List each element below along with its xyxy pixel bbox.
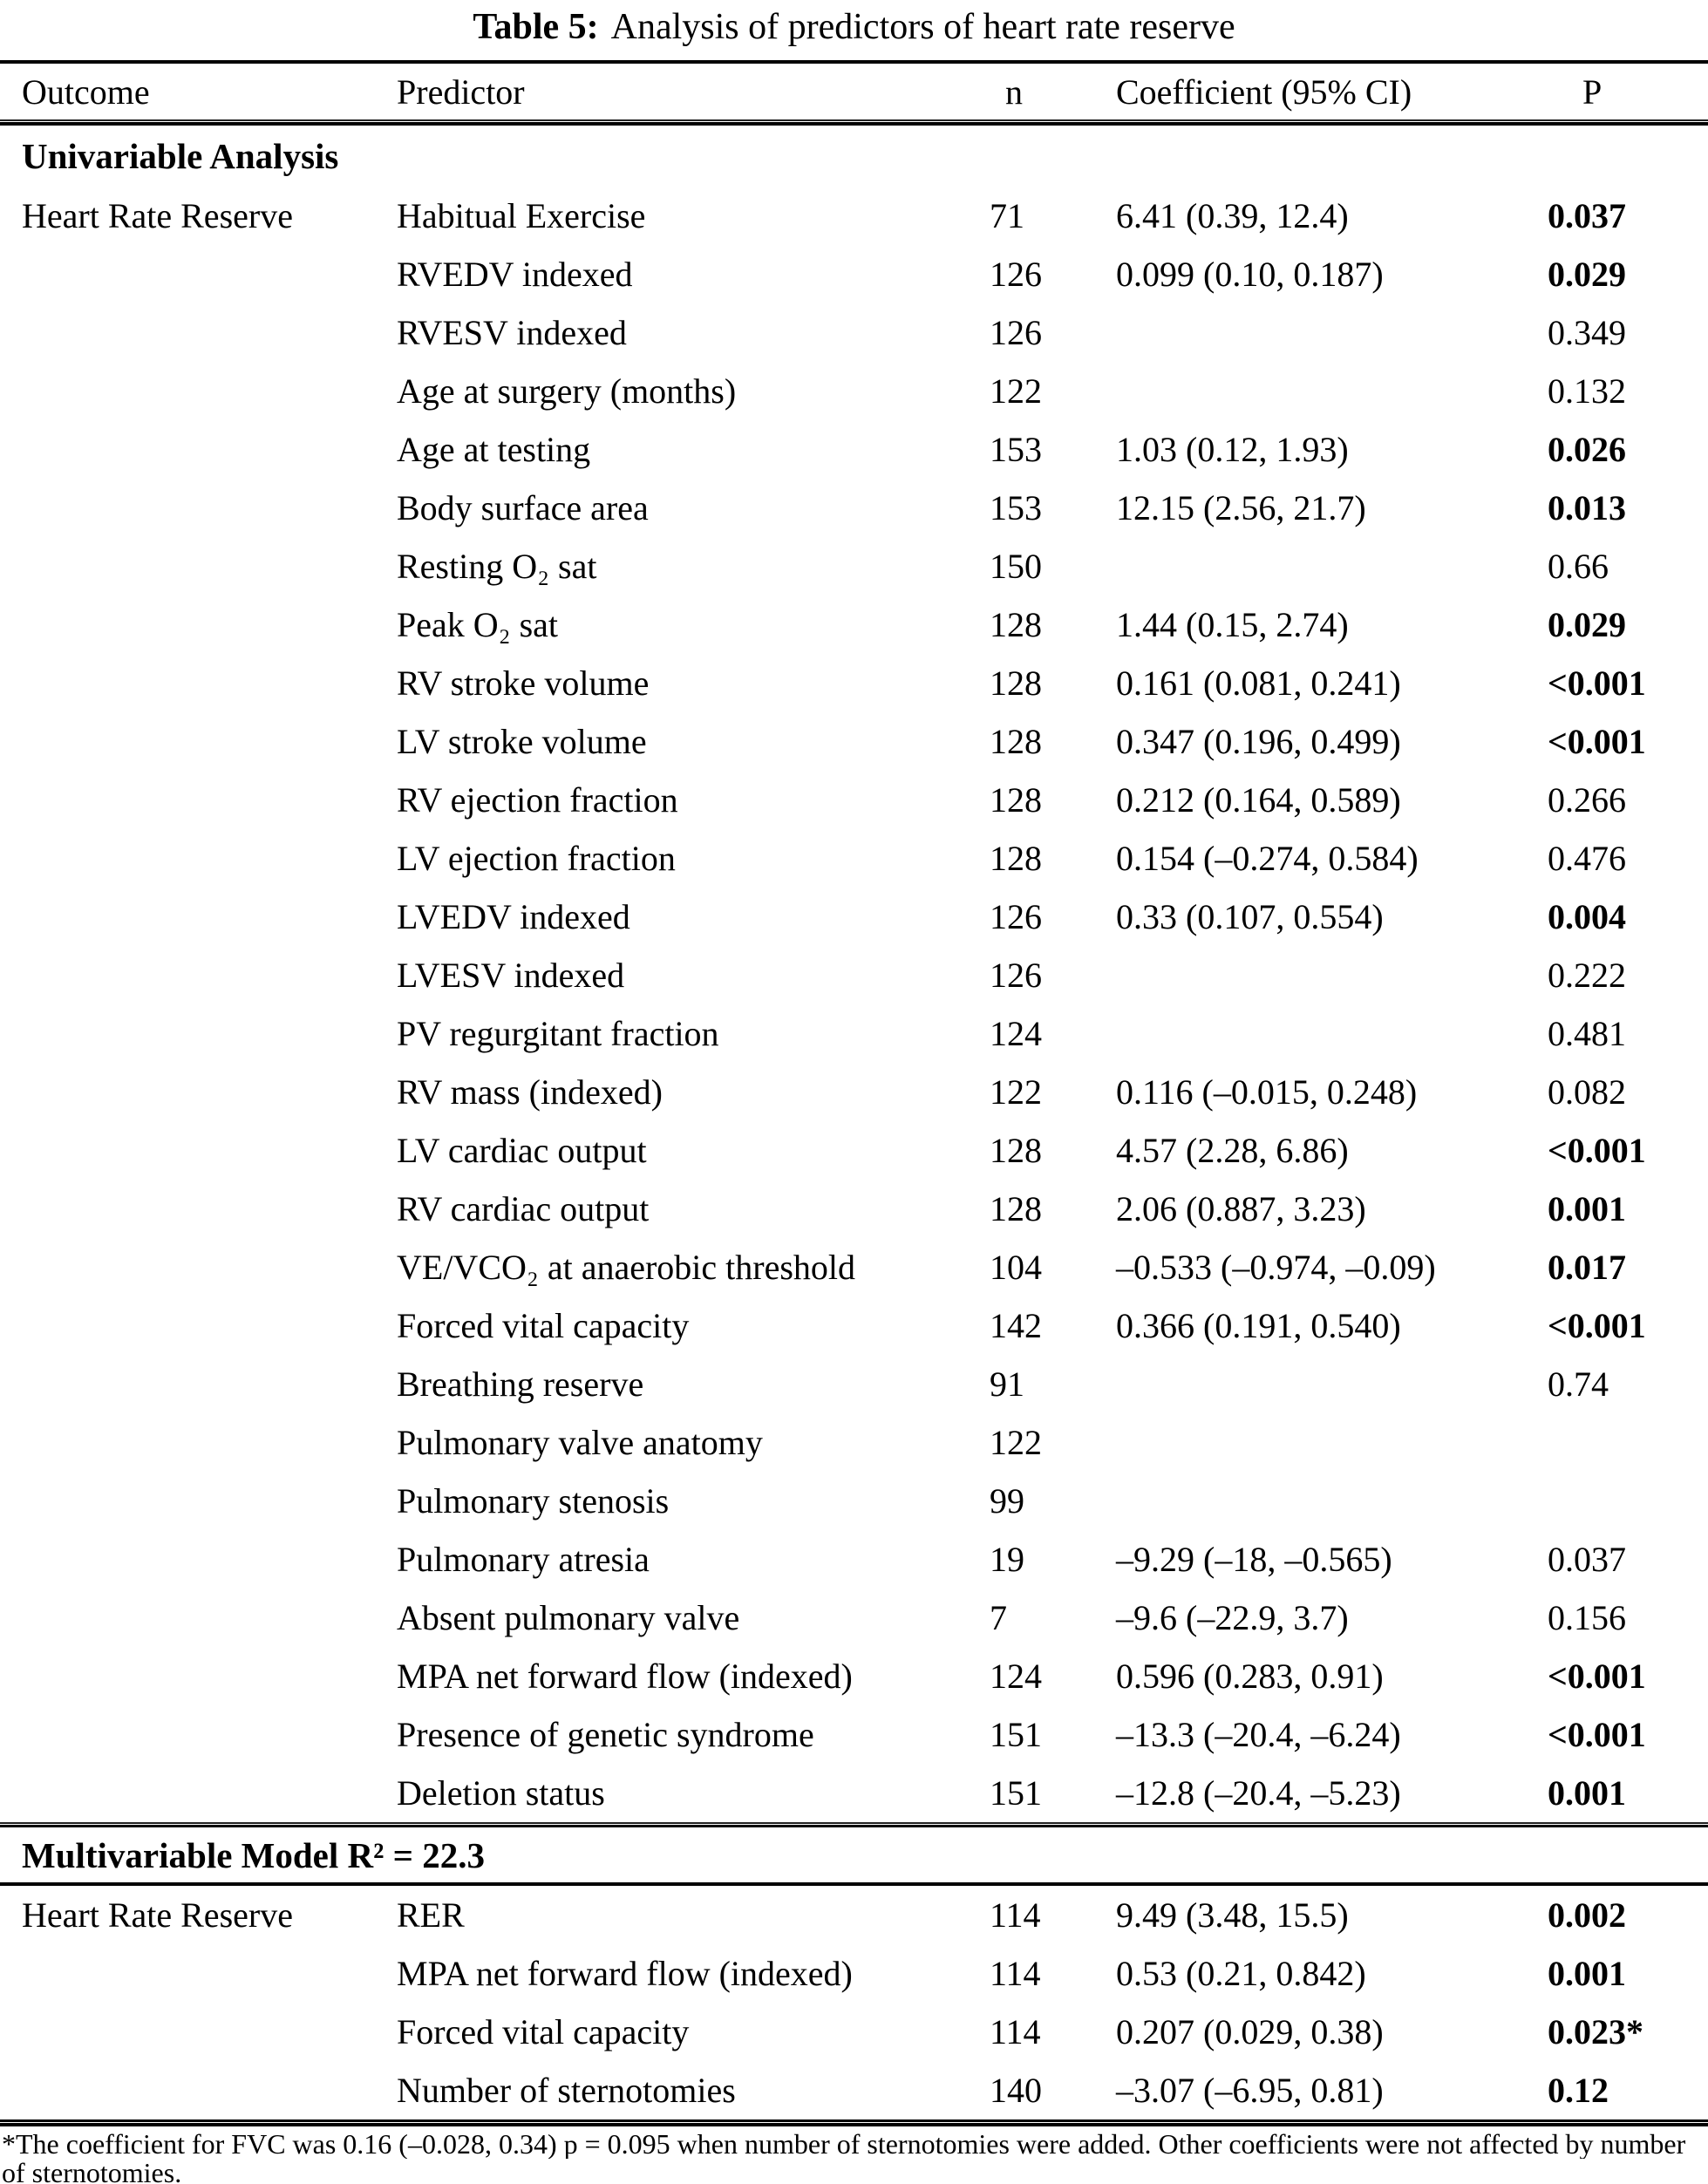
n-cell: 126	[990, 255, 1042, 294]
footnote-line-1: *The coefficient for FVC was 0.16 (–0.028, 0.34) p = 0.095 when number of sternotomies were added. Other coefficients were not affected by number	[2, 2130, 1686, 2159]
n-cell: 71	[990, 196, 1024, 235]
table-row	[0, 1413, 1708, 1472]
n-cell: 126	[990, 897, 1042, 936]
table-row	[0, 1647, 1708, 1705]
predictor-cell: Breathing reserve	[397, 1364, 644, 1404]
predictor-cell: Absent pulmonary valve	[397, 1598, 740, 1637]
predictor-cell: LV cardiac output	[397, 1131, 647, 1170]
section-header-row	[0, 126, 1708, 187]
table-row	[0, 946, 1708, 1004]
coefficient-cell: 2.06 (0.887, 3.23)	[1116, 1189, 1366, 1228]
n-cell: 124	[990, 1657, 1042, 1696]
coefficient-cell: 0.154 (–0.274, 0.584)	[1116, 839, 1419, 878]
table-row	[0, 1355, 1708, 1413]
predictor-cell: Pulmonary valve anatomy	[397, 1423, 763, 1462]
p-value-cell: 0.266	[1548, 780, 1626, 820]
n-cell: 99	[990, 1481, 1024, 1521]
predictor-cell: PV regurgitant fraction	[397, 1014, 719, 1053]
predictor-cell: LVESV indexed	[397, 956, 625, 995]
p-value-cell: <0.001	[1548, 722, 1646, 761]
predictor-cell: RV mass (indexed)	[397, 1072, 663, 1112]
p-value-cell: 0.476	[1548, 839, 1626, 878]
p-value-cell: 0.222	[1548, 956, 1626, 995]
n-cell: 7	[990, 1598, 1007, 1637]
p-value-cell: 0.029	[1548, 255, 1626, 294]
outcome-cell: Heart Rate Reserve	[22, 1895, 293, 1935]
table-row	[0, 1472, 1708, 1530]
p-value-cell: 0.082	[1548, 1072, 1626, 1112]
table-row	[0, 420, 1708, 479]
coefficient-cell: 12.15 (2.56, 21.7)	[1116, 488, 1366, 527]
predictor-cell: Body surface area	[397, 488, 649, 527]
predictor-cell: LV ejection fraction	[397, 839, 676, 878]
n-cell: 128	[990, 722, 1042, 761]
n-cell: 128	[990, 1189, 1042, 1228]
predictor-cell: LVEDV indexed	[397, 897, 630, 936]
predictor-cell: Forced vital capacity	[397, 2012, 690, 2051]
table-row	[0, 303, 1708, 362]
section-header: Multivariable Model R² = 22.3	[22, 1834, 486, 1875]
table-row	[0, 537, 1708, 595]
n-cell: 140	[990, 2071, 1042, 2110]
p-value-cell: 0.12	[1548, 2071, 1609, 2110]
table-row	[0, 245, 1708, 303]
table-row	[0, 1764, 1708, 1822]
column-header-row	[0, 64, 1708, 119]
predictor-cell: Pulmonary atresia	[397, 1540, 650, 1579]
table-row	[0, 479, 1708, 537]
table-row	[0, 712, 1708, 771]
predictor-cell: Deletion status	[397, 1773, 605, 1813]
n-cell: 126	[990, 956, 1042, 995]
coefficient-cell: 1.03 (0.12, 1.93)	[1116, 430, 1349, 469]
n-cell: 19	[990, 1540, 1024, 1579]
table-row	[0, 1238, 1708, 1296]
coefficient-cell: –12.8 (–20.4, –5.23)	[1116, 1773, 1401, 1813]
predictor-cell: Forced vital capacity	[397, 1306, 690, 1345]
coefficient-cell: 0.33 (0.107, 0.554)	[1116, 897, 1384, 936]
coefficient-cell: –9.29 (–18, –0.565)	[1116, 1540, 1392, 1579]
n-cell: 122	[990, 1072, 1042, 1112]
p-value-cell: 0.029	[1548, 605, 1626, 644]
p-value-cell: 0.037	[1548, 1540, 1626, 1579]
n-cell: 142	[990, 1306, 1042, 1345]
coefficient-cell: 0.207 (0.029, 0.38)	[1116, 2012, 1384, 2051]
table-row	[0, 2061, 1708, 2119]
table-row	[0, 595, 1708, 654]
n-cell: 128	[990, 663, 1042, 703]
table-row	[0, 1886, 1708, 1944]
p-value-cell: 0.013	[1548, 488, 1626, 527]
n-cell: 124	[990, 1014, 1042, 1053]
predictor-cell: VE/VCO₂ at anaerobic threshold	[397, 1248, 856, 1287]
coefficient-cell: –9.6 (–22.9, 3.7)	[1116, 1598, 1349, 1637]
predictor-cell: Peak O₂ sat	[397, 605, 559, 644]
n-cell: 114	[990, 2012, 1041, 2051]
section-header: Univariable Analysis	[22, 136, 339, 176]
table-row	[0, 1180, 1708, 1238]
column-header-n: n	[1005, 71, 1023, 112]
p-value-cell: 0.002	[1548, 1895, 1626, 1935]
p-value-cell: <0.001	[1548, 1657, 1646, 1696]
predictor-cell: RV stroke volume	[397, 663, 650, 703]
coefficient-cell: 0.347 (0.196, 0.499)	[1116, 722, 1401, 761]
table-caption: Analysis of predictors of heart rate reserve	[610, 7, 1235, 47]
predictor-cell: Age at testing	[397, 430, 591, 469]
table-row	[0, 829, 1708, 888]
bottom-rule	[0, 2119, 1708, 2126]
predictor-cell: Number of sternotomies	[397, 2071, 736, 2110]
predictor-cell: Resting O₂ sat	[397, 547, 597, 586]
p-value-cell: 0.001	[1548, 1954, 1626, 1993]
n-cell: 114	[990, 1895, 1041, 1935]
table-row	[0, 1589, 1708, 1647]
n-cell: 104	[990, 1248, 1042, 1287]
table-row	[0, 1004, 1708, 1063]
predictor-cell: RVEDV indexed	[397, 255, 633, 294]
coefficient-cell: 0.116 (–0.015, 0.248)	[1116, 1072, 1418, 1112]
p-value-cell: 0.74	[1548, 1364, 1609, 1404]
n-cell: 122	[990, 1423, 1042, 1462]
coefficient-cell: –13.3 (–20.4, –6.24)	[1116, 1715, 1401, 1754]
n-cell: 128	[990, 605, 1042, 644]
coefficient-cell: 0.099 (0.10, 0.187)	[1116, 255, 1384, 294]
header-rule	[0, 119, 1708, 126]
predictor-cell: RV ejection fraction	[397, 780, 678, 820]
p-value-cell: <0.001	[1548, 1306, 1646, 1345]
p-value-cell: 0.017	[1548, 1248, 1626, 1287]
table-row	[0, 888, 1708, 946]
n-cell: 126	[990, 313, 1042, 352]
predictor-cell: Presence of genetic syndrome	[397, 1715, 814, 1754]
table-body	[0, 126, 1708, 2119]
predictor-cell: LV stroke volume	[397, 722, 647, 761]
p-value-cell: 0.004	[1548, 897, 1626, 936]
p-value-cell: 0.481	[1548, 1014, 1626, 1053]
predictor-cell: Pulmonary stenosis	[397, 1481, 670, 1521]
coefficient-cell: 0.366 (0.191, 0.540)	[1116, 1306, 1401, 1345]
footnote-line-2: of sternotomies.	[2, 2159, 182, 2184]
column-header-predictor: Predictor	[397, 71, 525, 112]
coefficient-cell: 0.596 (0.283, 0.91)	[1116, 1657, 1384, 1696]
table-row	[0, 2003, 1708, 2061]
table-row	[0, 1063, 1708, 1121]
p-value-cell: 0.037	[1548, 196, 1626, 235]
n-cell: 150	[990, 547, 1042, 586]
p-value-cell: 0.66	[1548, 547, 1609, 586]
coefficient-cell: –0.533 (–0.974, –0.09)	[1116, 1248, 1436, 1287]
predictor-cell: RVESV indexed	[397, 313, 627, 352]
predictor-cell: MPA net forward flow (indexed)	[397, 1657, 853, 1696]
table-row	[0, 1944, 1708, 2003]
n-cell: 151	[990, 1773, 1042, 1813]
section-header-row	[0, 1827, 1708, 1882]
p-value-cell: <0.001	[1548, 1715, 1646, 1754]
n-cell: 153	[990, 488, 1042, 527]
coefficient-cell: 0.161 (0.081, 0.241)	[1116, 663, 1401, 703]
predictor-cell: MPA net forward flow (indexed)	[397, 1954, 853, 1993]
table-row	[0, 771, 1708, 829]
n-cell: 151	[990, 1715, 1042, 1754]
table-row	[0, 1530, 1708, 1589]
coefficient-cell: 9.49 (3.48, 15.5)	[1116, 1895, 1349, 1935]
p-value-cell: 0.132	[1548, 371, 1626, 411]
n-cell: 153	[990, 430, 1042, 469]
column-header-outcome: Outcome	[22, 71, 150, 112]
column-header-coefficient: Coefficient (95% CI)	[1116, 71, 1412, 112]
table-row	[0, 187, 1708, 245]
n-cell: 114	[990, 1954, 1041, 1993]
predictor-cell: Habitual Exercise	[397, 196, 646, 235]
outcome-cell: Heart Rate Reserve	[22, 196, 293, 235]
p-value-cell: <0.001	[1548, 1131, 1646, 1170]
predictor-cell: Age at surgery (months)	[397, 371, 737, 411]
table-row	[0, 1296, 1708, 1355]
n-cell: 128	[990, 1131, 1042, 1170]
p-value-cell: 0.001	[1548, 1773, 1626, 1813]
predictor-cell: RER	[397, 1895, 465, 1935]
n-cell: 128	[990, 839, 1042, 878]
table-row	[0, 654, 1708, 712]
coefficient-cell: 1.44 (0.15, 2.74)	[1116, 605, 1349, 644]
coefficient-cell: 0.212 (0.164, 0.589)	[1116, 780, 1401, 820]
p-value-cell: 0.023*	[1548, 2012, 1643, 2051]
p-value-cell: 0.156	[1548, 1598, 1626, 1637]
table-row	[0, 1705, 1708, 1764]
p-value-cell: 0.001	[1548, 1189, 1626, 1228]
table-row	[0, 1121, 1708, 1180]
n-cell: 91	[990, 1364, 1024, 1404]
p-value-cell: 0.026	[1548, 430, 1626, 469]
coefficient-cell: 0.53 (0.21, 0.842)	[1116, 1954, 1366, 1993]
table-number: Table 5:	[473, 7, 599, 47]
footnote	[0, 2130, 1708, 2184]
column-header-p: P	[1582, 71, 1603, 112]
predictor-cell: RV cardiac output	[397, 1189, 650, 1228]
p-value-cell: 0.349	[1548, 313, 1626, 352]
coefficient-cell: 6.41 (0.39, 12.4)	[1116, 196, 1349, 235]
n-cell: 128	[990, 780, 1042, 820]
table-title	[0, 0, 1708, 60]
table-row	[0, 362, 1708, 420]
coefficient-cell: 4.57 (2.28, 6.86)	[1116, 1131, 1349, 1170]
p-value-cell: <0.001	[1548, 663, 1646, 703]
n-cell: 122	[990, 371, 1042, 411]
coefficient-cell: –3.07 (–6.95, 0.81)	[1116, 2071, 1384, 2110]
